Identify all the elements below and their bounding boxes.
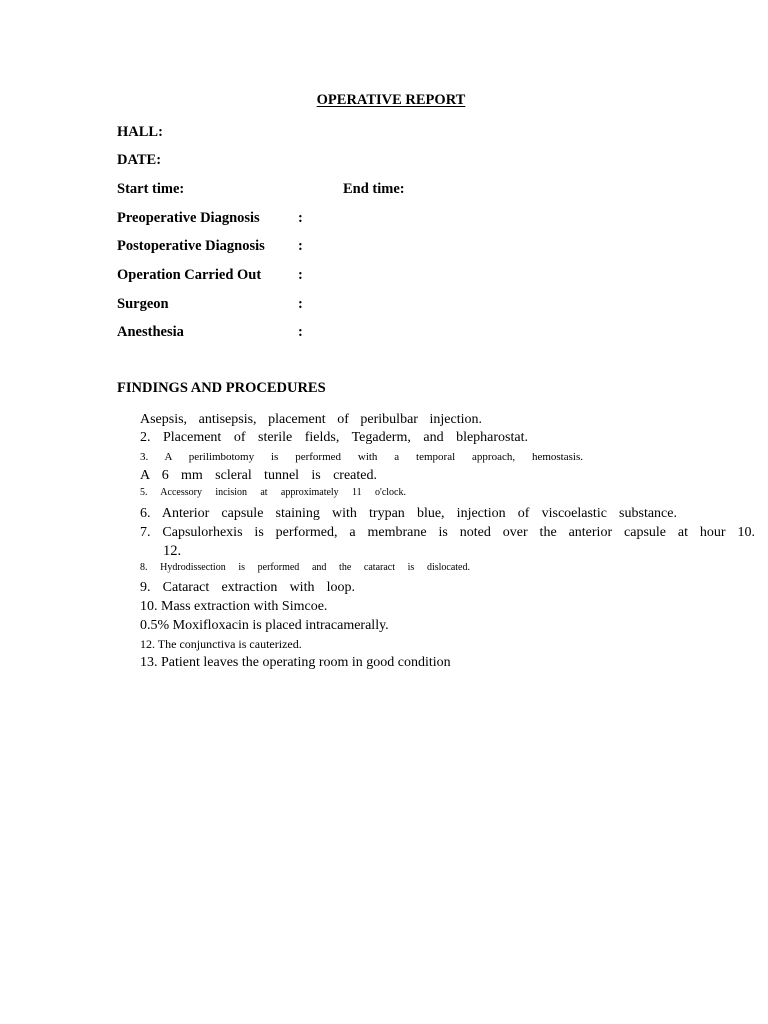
surgeon-colon: : bbox=[298, 296, 303, 312]
procedure-step: 6. Anterior capsule staining with trypan blue, injection of viscoelastic substance. bbox=[140, 506, 677, 521]
surgeon-label: Surgeon bbox=[117, 296, 169, 312]
anesthesia-label: Anesthesia bbox=[117, 324, 184, 340]
procedure-step: 5. Accessory incision at approximately 11 o'clock. bbox=[140, 487, 406, 498]
procedure-step: 3. A perilimbotomy is performed with a temporal approach, hemostasis. bbox=[140, 451, 583, 463]
procedure-step: 9. Cataract extraction with loop. bbox=[140, 580, 355, 595]
start-time-label: Start time: bbox=[117, 181, 185, 197]
postop-diagnosis-label: Postoperative Diagnosis bbox=[117, 238, 265, 254]
procedure-step: 8. Hydrodissection is performed and the cataract is dislocated. bbox=[140, 562, 470, 573]
preop-colon: : bbox=[298, 210, 303, 226]
postop-colon: : bbox=[298, 238, 303, 254]
procedure-step: A 6 mm scleral tunnel is created. bbox=[140, 468, 377, 483]
procedure-step: 2. Placement of sterile fields, Tegaderm, and blepharostat. bbox=[140, 430, 528, 445]
operation-colon: : bbox=[298, 267, 303, 283]
preop-diagnosis-label: Preoperative Diagnosis bbox=[117, 210, 260, 226]
procedure-step: 10. Mass extraction with Simcoe. bbox=[140, 599, 328, 614]
date-label: DATE: bbox=[117, 152, 162, 168]
operation-label: Operation Carried Out bbox=[117, 267, 262, 283]
procedure-step: 12. The conjunctiva is cauterized. bbox=[140, 637, 302, 651]
anesthesia-colon: : bbox=[298, 324, 303, 340]
procedure-step: Asepsis, antisepsis, placement of peribulbar injection. bbox=[140, 412, 482, 427]
procedure-step: 13. Patient leaves the operating room in good condition bbox=[140, 655, 451, 670]
findings-section-title: FINDINGS AND PROCEDURES bbox=[117, 380, 326, 396]
procedure-step-continuation: 12. bbox=[163, 543, 182, 559]
end-time-label: End time: bbox=[343, 181, 405, 197]
hall-label: HALL: bbox=[117, 124, 163, 140]
procedure-step: 7. Capsulorhexis is performed, a membrane is noted over the anterior capsule at hour 10. bbox=[140, 525, 755, 540]
page-title: OPERATIVE REPORT bbox=[316, 92, 466, 108]
procedure-step: 0.5% Moxifloxacin is placed intracamerally. bbox=[140, 618, 389, 633]
